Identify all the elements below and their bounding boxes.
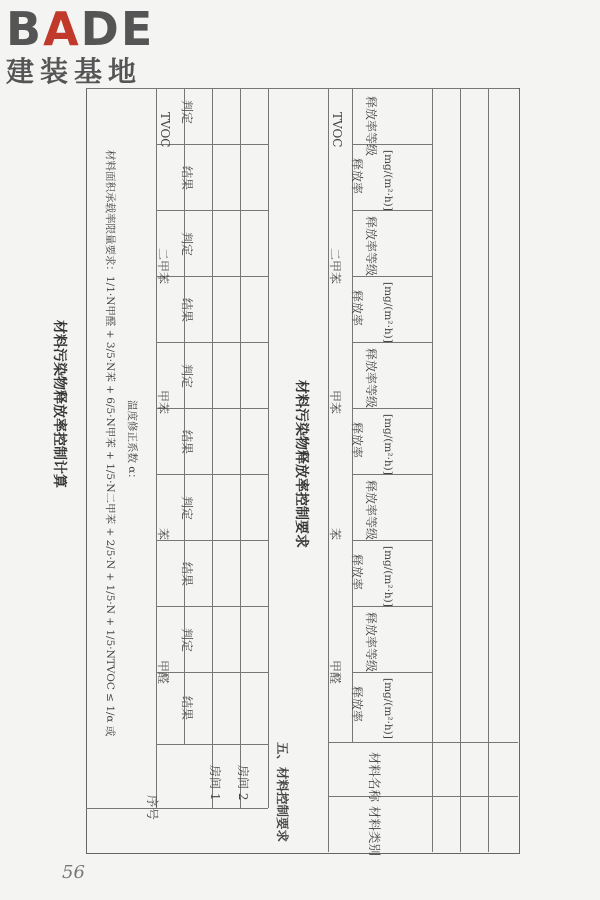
calc-judge-toluene: 判定 [180,364,194,389]
section5-heading: 五、材料控制要求 [275,742,290,843]
req-rate-unit-xylene: [mg/(m²·h)] [382,282,394,343]
req-grid-h3 [352,276,432,277]
req-grade-tvoc: 释放率等级 [364,96,378,157]
req-rate-xylene: 释放率 [350,290,364,327]
req-rate-unit-toluene: [mg/(m²·h)] [382,414,394,475]
calc-grid-h9 [156,672,268,673]
req-group-header-tvoc: TVOC [330,112,344,148]
req-col-material-name: 材料名称 [367,752,382,803]
calc-table-right-border [268,88,269,808]
req-grid-h9 [352,672,432,673]
req-grade-benzene: 释放率等级 [364,480,378,541]
logo-subtitle: 建装基地 [6,55,143,88]
calc-grid-h2 [156,210,268,211]
req-rate-unit-benzene: [mg/(m²·h)] [382,546,394,607]
logo-accent-letter: A [43,2,81,56]
req-group-header-xylene: 二甲苯 [328,248,342,285]
req-group-header-formaldehyde: 甲醛 [328,660,342,685]
calc-result-toluene: 结果 [180,430,194,455]
req-rate-toluene: 释放率 [350,422,364,459]
req-table-top [328,88,518,89]
calc-grid-h10 [156,744,268,745]
row-label-room-1: 房间 1 [208,765,222,801]
calc-grid-h5 [156,408,268,409]
calc-grid-h7 [156,540,268,541]
calc-grid-h6 [156,474,268,475]
calc-table-left-border [156,88,157,808]
calc-grid-h4 [156,342,268,343]
req-grid-h7 [352,540,432,541]
calc-grid-h1 [156,144,268,145]
calc-group-header-tvoc: TVOC [158,112,172,148]
req-grid-h10 [328,742,518,743]
calc-grid-h8 [156,606,268,607]
calc-result-tvoc: 结果 [180,166,194,191]
req-rate-tvoc: 释放率 [350,158,364,195]
logo [6,4,176,88]
calc-table-bottom [86,808,268,809]
calc-result-xylene: 结果 [180,298,194,323]
logo-part1: B [6,2,44,56]
req-group-header-benzene: 苯 [328,528,342,541]
req-grid-h11 [328,796,518,797]
req-grid-h5 [352,408,432,409]
calc-judge-xylene: 判定 [180,232,194,257]
req-header-divider-2 [432,88,433,852]
req-grade-toluene: 释放率等级 [364,348,378,409]
req-table-left-border [328,88,329,852]
logo-wordmark [6,4,176,54]
req-rate-formaldehyde: 释放率 [350,686,364,723]
row-label-room-2: 房间 2 [236,765,250,801]
seq-header: 序号 [145,795,160,821]
temperature-note: 温度修正系数 α： [126,400,138,484]
section5-title: 材料污染物释放率控制要求 [293,380,309,548]
calc-table-title: 材料污染物释放率控制计算 [51,320,67,488]
calc-result-benzene: 结果 [180,562,194,587]
page-number: 56 [62,862,85,883]
calc-group-header-toluene: 甲苯 [156,390,170,415]
calc-judge-tvoc: 判定 [180,100,194,125]
calc-group-header-benzene: 苯 [156,528,170,541]
req-col-material-category: 材料类别 [367,806,382,857]
req-grade-xylene: 释放率等级 [364,216,378,277]
calc-formula: 材料面积承载率限量要求：1/1·N甲醛 + 3/5·N苯 + 6/5·N甲苯 + 1/5·N二甲苯 + 2/5·N + 1/5·N + 1/5·NTVOC ≤ 1/α 或 [104,150,116,737]
calc-row-divider [240,88,241,808]
req-grade-formaldehyde: 释放率等级 [364,612,378,673]
calc-judge-benzene: 判定 [180,496,194,521]
req-rate-unit-formaldehyde: [mg/(m²·h)] [382,678,394,739]
calc-group-header-xylene: 二甲苯 [156,248,170,285]
calc-grid-h3 [156,276,268,277]
calc-result-formaldehyde: 结果 [180,696,194,721]
req-rate-unit-tvoc: [mg/(m²·h)] [382,150,394,211]
calc-header-divider-2 [212,88,213,808]
calc-group-header-formaldehyde: 甲醛 [156,660,170,685]
req-group-header-toluene: 甲苯 [328,390,342,415]
logo-part2: DE [80,2,155,56]
req-rate-benzene: 释放率 [350,554,364,591]
req-row-divider-2 [488,88,489,852]
req-row-divider-1 [460,88,461,852]
calc-judge-formaldehyde: 判定 [180,628,194,653]
